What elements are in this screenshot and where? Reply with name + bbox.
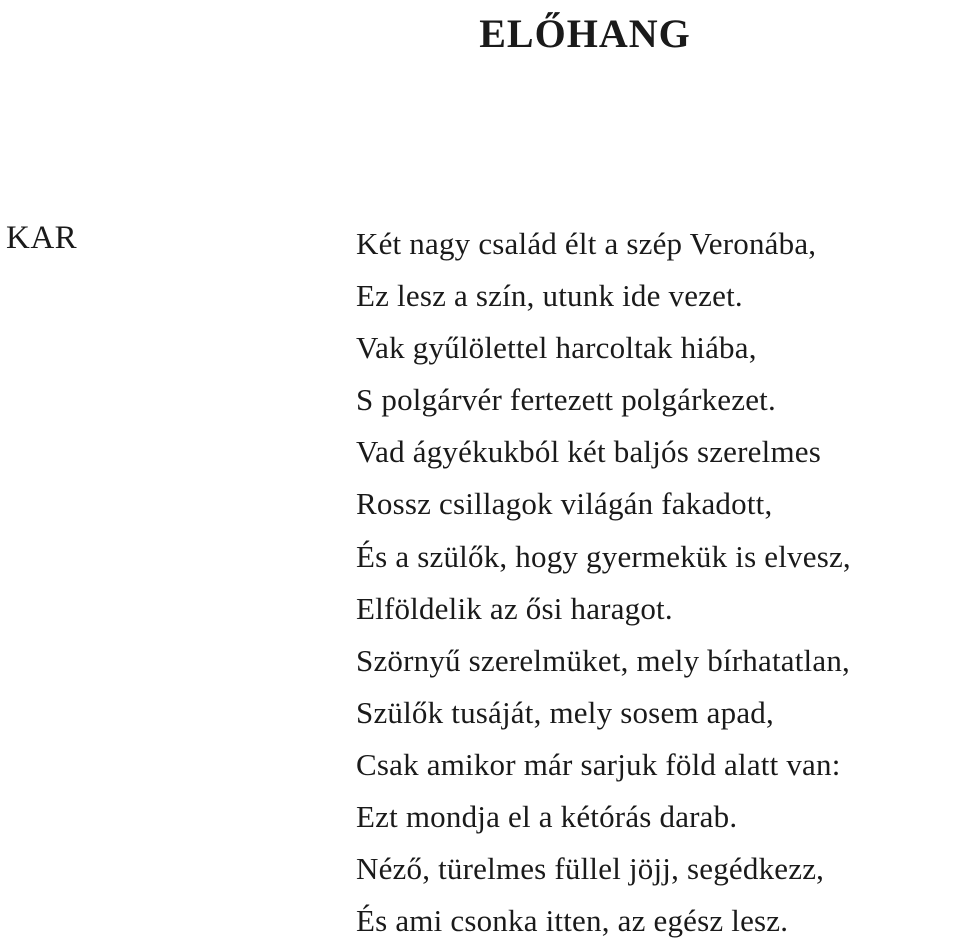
verse-line: Elföldelik az ősi haragot. [356, 590, 673, 626]
verse-line: Csak amikor már sarjuk föld alatt van: [356, 746, 841, 782]
verse-line: Ezt mondja el a kétórás darab. [356, 799, 738, 835]
verse-line: És ami csonka itten, az egész lesz. [356, 903, 789, 939]
verse-line: Két nagy család élt a szép Veronába, [356, 226, 817, 261]
verse-line: Néző, türelmes füllel jöjj, segédkezz, [356, 851, 825, 887]
verse-line: Rossz csillagok világán fakadott, [356, 486, 773, 522]
page-title: ELŐHANG [479, 11, 691, 56]
verse-line: Szörnyű szerelmüket, mely bírhatatlan, [356, 642, 850, 678]
verse-line: Szülők tusáját, mely sosem apad, [356, 694, 774, 730]
verse-line: Vad ágyékukból két baljós szerelmes [356, 434, 821, 470]
verse-line: És a szülők, hogy gyermekük is elvesz, [356, 538, 851, 574]
verse-line: Ez lesz a szín, utunk ide vezet. [356, 278, 743, 314]
speaker-name: KAR [6, 220, 78, 256]
verse-line: S polgárvér fertezett polgárkezet. [356, 382, 776, 418]
verse-line: Vak gyűlölettel harcoltak hiába, [356, 330, 757, 366]
verse-block [356, 218, 851, 947]
